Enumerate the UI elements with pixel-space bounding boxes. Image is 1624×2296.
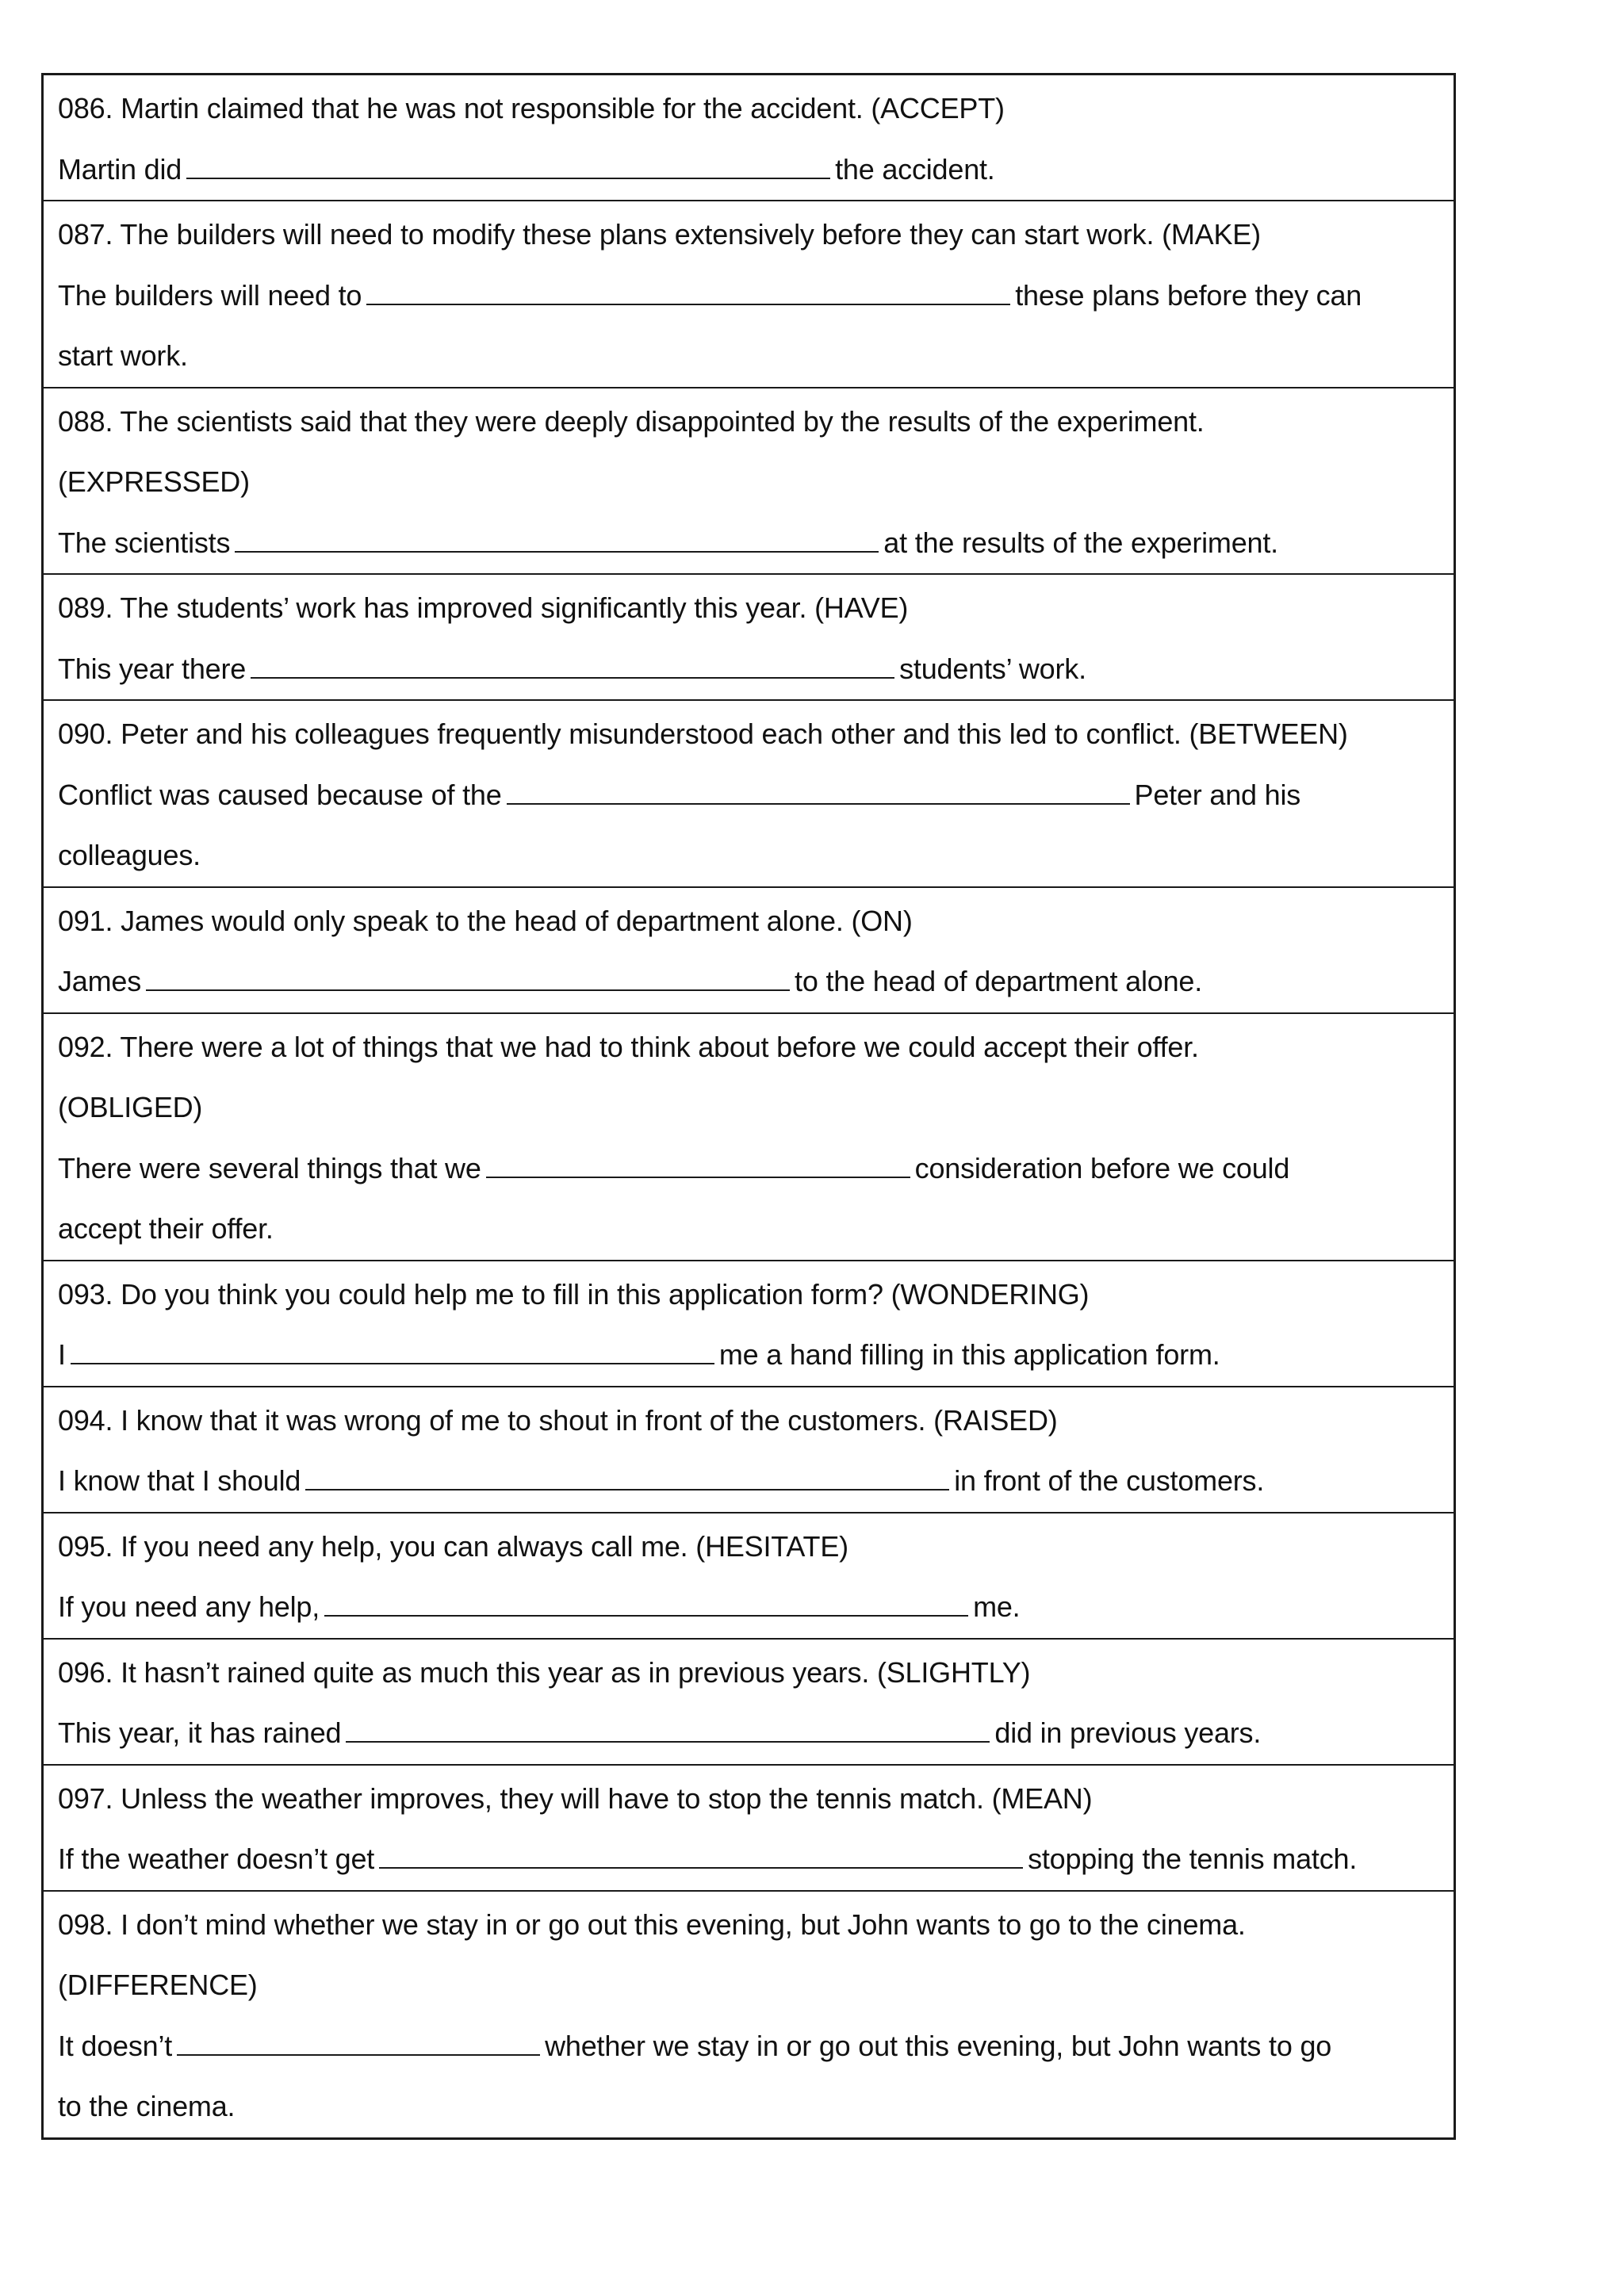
answer-line xyxy=(58,951,1439,1012)
answer-text-after: the accident. xyxy=(835,152,995,186)
answer-text-before: Conflict was caused because of the xyxy=(58,778,502,811)
answer-blank[interactable] xyxy=(251,653,894,679)
answer-text-after: consideration before we could xyxy=(914,1151,1290,1184)
answer-text-after: at the results of the experiment. xyxy=(883,526,1278,559)
answer-text-before: This year, it has rained xyxy=(58,1716,342,1749)
exercise-item-090 xyxy=(44,699,1454,886)
answer-text-before: If the weather doesn’t get xyxy=(58,1843,375,1875)
answer-line xyxy=(58,765,1439,826)
answer-line xyxy=(58,513,1439,574)
answer-continuation: start work. xyxy=(58,339,188,372)
prompt-line: 087. The builders will need to modify these plans extensively before they can start work. (MAKE) xyxy=(58,218,1261,251)
answer-text-after: stopping the tennis match. xyxy=(1028,1843,1358,1875)
answer-blank[interactable] xyxy=(235,527,879,553)
prompt-line: 090. Peter and his colleagues frequently misunderstood each other and this led to conflict. (BETWEEN) xyxy=(58,718,1348,750)
answer-text-after: Peter and his xyxy=(1134,778,1301,811)
exercise-item-086 xyxy=(44,75,1454,200)
answer-text-after: these plans before they can xyxy=(1015,278,1362,312)
answer-blank[interactable] xyxy=(186,154,830,179)
answer-text-after: me. xyxy=(973,1590,1021,1623)
prompt-line: 098. I don’t mind whether we stay in or go out this evening, but John wants to go to the cinema. xyxy=(58,1908,1246,1941)
prompt-continuation: (EXPRESSED) xyxy=(58,465,250,498)
prompt-line: 091. James would only speak to the head of department alone. (ON) xyxy=(58,904,913,937)
prompt-line: 088. The scientists said that they were deeply disappointed by the results of the experiment. xyxy=(58,404,1205,438)
exercise-item-095 xyxy=(44,1512,1454,1638)
prompt-line: 089. The students’ work has improved significantly this year. (HAVE) xyxy=(58,591,909,624)
prompt-line: 092. There were a lot of things that we had to think about before we could accept their offer. xyxy=(58,1030,1199,1063)
prompt-continuation: (OBLIGED) xyxy=(58,1091,203,1123)
answer-line xyxy=(58,1703,1439,1764)
prompt-line: 096. It hasn’t rained quite as much this year as in previous years. (SLIGHTLY) xyxy=(58,1655,1031,1689)
answer-text-before: There were several things that we xyxy=(58,1151,481,1184)
answer-blank[interactable] xyxy=(366,280,1010,305)
answer-line xyxy=(58,1577,1439,1638)
answer-text-after: in front of the customers. xyxy=(954,1464,1265,1497)
answer-blank[interactable] xyxy=(507,779,1130,805)
answer-continuation: to the cinema. xyxy=(58,2090,236,2122)
answer-text-before: I xyxy=(58,1338,66,1371)
exercise-item-091 xyxy=(44,886,1454,1012)
answer-text-before: It doesn’t xyxy=(58,2029,173,2062)
answer-line xyxy=(58,1138,1439,1200)
prompt-line: 097. Unless the weather improves, they will have to stop the tennis match. (MEAN) xyxy=(58,1781,1093,1815)
exercise-table xyxy=(41,73,1456,2140)
answer-blank[interactable] xyxy=(305,1465,949,1490)
answer-text-before: I know that I should xyxy=(58,1464,301,1497)
answer-text-after: whether we stay in or go out this evening, but John wants to go xyxy=(545,2029,1332,2062)
exercise-item-088 xyxy=(44,387,1454,574)
answer-text-after: did in previous years. xyxy=(994,1716,1262,1749)
answer-continuation: accept their offer. xyxy=(58,1212,274,1245)
exercise-item-097 xyxy=(44,1764,1454,1890)
prompt-line: 094. I know that it was wrong of me to shout in front of the customers. (RAISED) xyxy=(58,1403,1058,1437)
answer-line xyxy=(58,266,1439,327)
answer-blank[interactable] xyxy=(71,1339,714,1364)
exercise-item-089 xyxy=(44,573,1454,699)
exercise-item-087 xyxy=(44,200,1454,387)
answer-blank[interactable] xyxy=(486,1153,910,1178)
answer-text-before: Martin did xyxy=(58,152,182,186)
answer-text-before: If you need any help, xyxy=(58,1590,320,1623)
prompt-continuation: (DIFFERENCE) xyxy=(58,1969,258,2001)
exercise-item-092 xyxy=(44,1012,1454,1260)
answer-line xyxy=(58,2016,1439,2077)
answer-text-after: students’ work. xyxy=(899,652,1086,685)
prompt-line: 086. Martin claimed that he was not responsible for the accident. (ACCEPT) xyxy=(58,92,1005,124)
answer-blank[interactable] xyxy=(379,1843,1023,1869)
prompt-line: 095. If you need any help, you can always call me. (HESITATE) xyxy=(58,1529,848,1563)
answer-blank[interactable] xyxy=(177,2030,540,2056)
answer-text-after: to the head of department alone. xyxy=(795,965,1203,997)
answer-text-before: The scientists xyxy=(58,526,231,559)
exercise-item-093 xyxy=(44,1260,1454,1386)
exercise-item-098 xyxy=(44,1890,1454,2137)
answer-text-before: This year there xyxy=(58,652,247,685)
answer-blank[interactable] xyxy=(324,1591,968,1617)
answer-line xyxy=(58,140,1439,201)
answer-blank[interactable] xyxy=(146,966,790,991)
answer-text-before: The builders will need to xyxy=(58,278,362,312)
answer-blank[interactable] xyxy=(346,1717,990,1743)
answer-text-after: me a hand filling in this application form. xyxy=(718,1338,1220,1371)
answer-line xyxy=(58,1451,1439,1512)
exercise-item-096 xyxy=(44,1638,1454,1764)
answer-line xyxy=(58,639,1439,700)
answer-continuation: colleagues. xyxy=(58,839,201,871)
prompt-line: 093. Do you think you could help me to fill in this application form? (WONDERING) xyxy=(58,1277,1090,1311)
exercise-item-094 xyxy=(44,1386,1454,1512)
answer-line xyxy=(58,1829,1439,1890)
answer-text-before: James xyxy=(58,965,142,997)
answer-line xyxy=(58,1325,1439,1386)
